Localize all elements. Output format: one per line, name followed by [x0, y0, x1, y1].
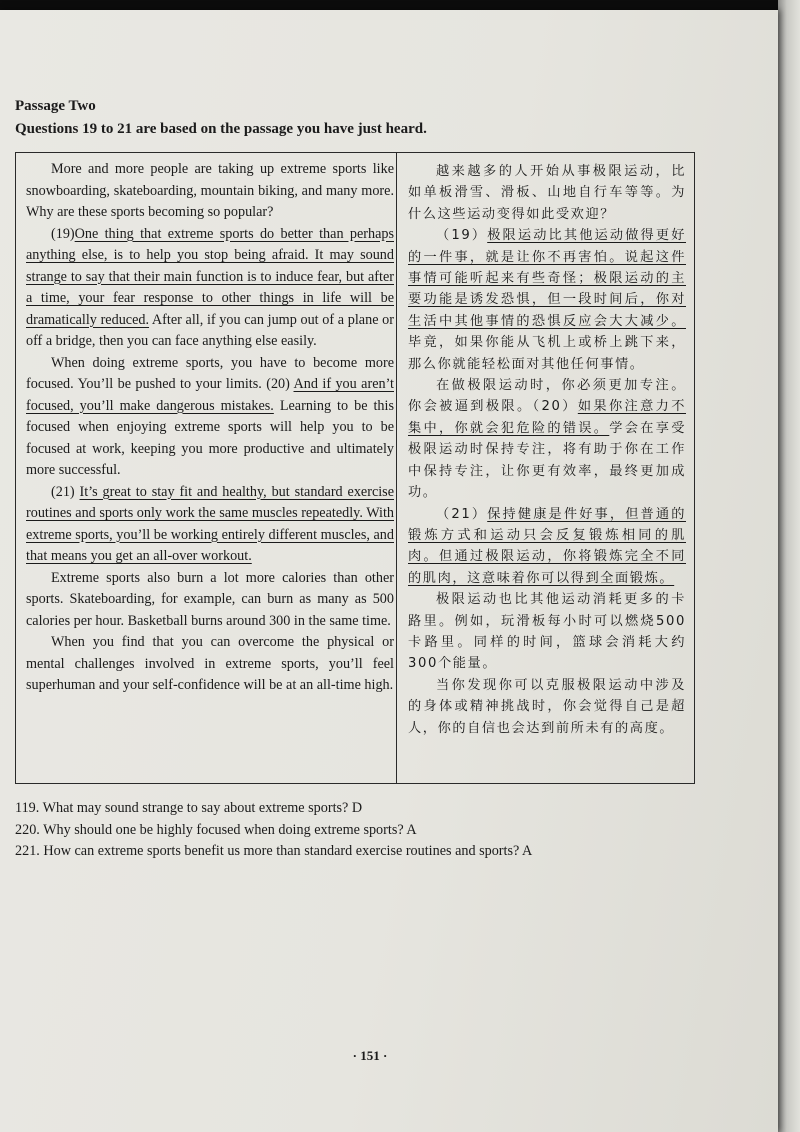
questions-heading: Questions 19 to 21 are based on the passage you have just heard. — [15, 121, 427, 137]
answer-21: 221. How can extreme sports benefit us more than standard exercise routines and sports? A — [15, 843, 533, 859]
question-marker-21: (21) — [51, 483, 80, 500]
chinese-paragraph-2: （19）极限运动比其他运动做得更好的一件事，就是让你不再害怕。说起这件事情可能听起来有些奇怪；极限运动的主要功能是诱发恐惧，但一段时间后，你对生活中其他事情的恐惧反应会大大减少。毕竟，如果你能从飞机上或桥上跳下来，那么你就能轻松面对其他任何事情。 — [408, 228, 686, 372]
chinese-underline-19: 极限运动比其他运动做得更好的一件事，就是让你不再害怕。说起这件事情可能听起来有些奇怪；极限运动的主要功能是诱发恐惧，但一段时间后，你对生活中其他事情的恐惧反应会大大减少。 — [408, 228, 686, 329]
chinese-paragraph-6: 当你发现你可以克服极限运动中涉及的身体或精神挑战时，你会觉得自己是超人，你的自信也会达到前所未有的高度。 — [408, 677, 686, 736]
answer-underline-20: And if you aren’t focused, you’ll make dangerous mistakes. — [26, 376, 394, 414]
english-paragraph-5: Extreme sports also burn a lot more calories than other sports. Skateboarding, for example, can burn as many as 500 calories per hour. Basketball burns around 300 in the same time. — [26, 569, 394, 629]
english-paragraph-6: When you find that you can overcome the physical or mental challenges involved in extreme sports, you’ll feel superhuman and your self-confidence will be at an all-time high. — [26, 634, 394, 693]
english-paragraph-1: More and more people are taking up extreme sports like snowboarding, skateboarding, mountain biking, and many more. Why are these sports becoming so popular? — [26, 161, 394, 220]
chinese-paragraph-4: （21）保持健康是件好事，但普通的锻炼方式和运动只会反复锻炼相同的肌肉。但通过极限运动，你将锻炼完全不同的肌肉，这意味着你可以得到全面锻炼。 — [408, 506, 686, 586]
answer-underline-21: It’s great to stay fit and healthy, but standard exercise routines and sports only work the same muscles repeatedly. With extreme sports, you’ll be working entirely different muscles, and that means you get an all-over workout. — [26, 483, 395, 564]
answer-19: 119. What may sound strange to say about extreme sports? D — [15, 800, 363, 816]
chinese-underline-21: 保持健康是件好事，但普通的锻炼方式和运动只会反复锻炼相同的肌肉。但通过极限运动，你将锻炼完全不同的肌肉，这意味着你可以得到全面锻炼。 — [408, 506, 686, 586]
passage-title: Passage Two — [15, 98, 96, 114]
answer-underline-19: One thing that extreme sports do better than perhaps anything else, is to help you stop being afraid. It may sound strange to say that their main function is to induce fear, but after a time, your fear response to other things in life will be dramatically reduced. — [26, 225, 394, 328]
chinese-underline-20: 如果你注意力不集中，你就会犯危险的错误。 — [408, 399, 686, 436]
english-paragraph-4 — [26, 482, 394, 568]
column-divider — [396, 153, 397, 783]
english-column — [26, 159, 394, 697]
answer-20: 220. Why should one be highly focused when doing extreme sports? A — [15, 821, 417, 838]
scan-right-edge — [778, 0, 800, 1132]
english-paragraph-2: (19)One thing that extreme sports do better than perhaps anything else, is to help you stop being afraid. It may sound strange to say that their main function is to induce fear, but after a time, your fear response to other things in life will be dramatically reduced. After all, if you can jump out of a plane or off a bridge, then you can face anything else easily. — [26, 225, 394, 349]
answer-list — [15, 798, 755, 863]
chinese-column — [408, 161, 686, 739]
chinese-paragraph-1: 越来越多的人开始从事极限运动，比如单板滑雪、滑板、山地自行车等等。为什么这些运动变得如此受欢迎？ — [408, 164, 686, 222]
chinese-paragraph-5: 极限运动也比其他运动消耗更多的卡路里。例如，玩滑板每小时可以燃烧500卡路里。同样的时间，篮球会消耗大约300个能量。 — [408, 592, 686, 672]
bilingual-passage-table — [15, 152, 695, 784]
page-number: · 151 · — [352, 1048, 388, 1063]
chinese-paragraph-3: 在做极限运动时，你必须更加专注。你会被逼到极限。（20）如果你注意力不集中，你就会犯危险的错误。学会在享受极限运动时保持专注，将有助于你在工作中保持专注，让你更有效率，最终更加成功。 — [408, 378, 686, 501]
english-paragraph-3: When doing extreme sports, you have to become more focused. You’ll be pushed to your limits. (20) And if you aren’t focused, you’ll make dangerous mistakes. Learning to be this focused when enjoying extreme sports will help you to be focused at work, keeping you more productive and ultimately more successful. — [26, 354, 394, 478]
question-marker-19: (19) — [51, 225, 75, 242]
